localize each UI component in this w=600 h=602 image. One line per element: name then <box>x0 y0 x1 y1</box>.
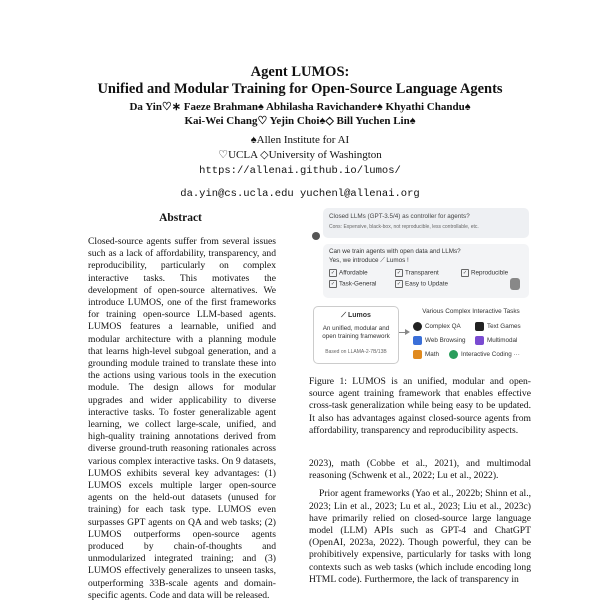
intro-body <box>309 458 531 592</box>
code-icon <box>449 350 458 359</box>
closed-llm-box <box>323 208 529 238</box>
affiliation-line2: ♡UCLA ◇University of Washington <box>218 149 382 161</box>
authors-line2: Kai-Wei Chang♡ Yejin Choi♠◇ Bill Yuchen Lin♠ <box>184 115 416 127</box>
task-interactive-coding: Interactive Coding ··· <box>449 350 520 359</box>
abstract-text: Closed-source agents suffer from several issues such as a lack of affordability, transparency, and reproducibility, particularly on complex interactive tasks. This motivates the development of open-source alternatives. We introduce LUMOS, one of the first frameworks for training open-source LLM-based agents. LUMOS features a learnable, unified and modular architecture with a planning module that learns high-level subgoal generation, and a grounding module trained to translate these into the actions using various tools in the execution module. The design allows for modular upgrades and wider applicability to diverse interactive tasks. To foster generalizable agent learning, we collect large-scale, unified, and high-quality training annotations derived from diverse ground-truth reasoning rationales across various complex interactive tasks. On 9 datasets, LUMOS exhibits several key advantages: (1) LUMOS excels multiple larger open-source agents on the held-out datasets (unused for training) for each task type. LUMOS even surpasses GPT agents on QA and web tasks; (2) LUMOS outperforms open-source agents produced by chain-of-thoughts and unmodularized integrated training; and (3) LUMOS effectively generalizes to unseen tasks, outperforming 33B-scale agents and domain-specific agents. Code and data will be released. <box>88 236 276 601</box>
task-web-browsing: Web Browsing <box>413 336 465 345</box>
user-icon <box>510 278 520 290</box>
figure-1 <box>309 206 531 372</box>
calculator-icon <box>413 350 422 359</box>
figure-1-caption: Figure 1: LUMOS is an unified, modular and open-source agent training framework that enables effective cross-task generalization while being easy to be updated. It also has advantages against closed-source agents from affordability, transparency and reproducibility aspects. <box>309 376 531 436</box>
task-complex-qa: Complex QA <box>413 322 461 331</box>
project-url[interactable]: https://allenai.github.io/lumos/ <box>199 165 401 177</box>
paper-title-line1: Agent LUMOS: <box>250 64 350 80</box>
question-text: Can we train agents with open data and LLMs? <box>329 248 461 255</box>
gamepad-icon <box>475 322 484 331</box>
task-multimodal: Multimodal <box>475 336 517 345</box>
openai-icon <box>312 232 320 240</box>
lumos-box <box>313 306 399 364</box>
answer-text: Yes, we introduce ⟋ Lumos ! <box>329 257 409 264</box>
check-icon: ✓ <box>462 270 468 276</box>
open-question-box <box>323 244 529 298</box>
property-task-general: ✓ Task-General <box>330 280 377 288</box>
task-math: Math <box>413 350 439 359</box>
property-easy-update: ✓ Easy to Update <box>396 280 449 288</box>
closed-llm-title: Closed LLMs (GPT-3.5/4) as controller for agents? <box>329 213 470 220</box>
check-icon: ✓ <box>330 281 336 287</box>
more-tasks: ··· <box>513 351 520 359</box>
task-text-games: Text Games <box>475 322 521 331</box>
arrow-right-icon <box>405 329 410 335</box>
tasks-title: Various Complex Interactive Tasks <box>422 308 520 315</box>
property-affordable: ✓ Affordable <box>330 269 368 277</box>
paper-title-line2: Unified and Modular Training for Open-Source Language Agents <box>97 81 503 97</box>
lumos-description: An unified, modular and open training framework <box>322 325 390 340</box>
check-icon: ✓ <box>396 281 402 287</box>
property-transparent: ✓ Transparent <box>396 269 439 277</box>
intro-paragraph-1: 2023), math (Cobbe et al., 2021), and multimodal reasoning (Schwenk et al., 2022; Lu et al., 2022). <box>309 458 531 482</box>
closed-llm-cons: Cons: Expensive, black-box, not reproducible, less controllable, etc. <box>329 224 479 230</box>
lumos-base: Based on LLAMA-2-7B/13B <box>325 349 387 355</box>
affiliation-line1: ♠Allen Institute for AI <box>250 134 350 146</box>
browser-icon <box>413 336 422 345</box>
image-icon <box>475 336 484 345</box>
author-emails: da.yin@cs.ucla.edu yuchenl@allenai.org <box>180 188 420 200</box>
check-icon: ✓ <box>330 270 336 276</box>
abstract-heading: Abstract <box>159 212 202 224</box>
globe-icon <box>413 322 422 331</box>
property-reproducible: ✓ Reproducible <box>462 269 509 277</box>
intro-paragraph-2: Prior agent frameworks (Yao et al., 2022b; Shinn et al., 2023; Lin et al., 2023; Lu et al., 2023; Liu et al., 2023c) have primarily relied on closed-source large language model (LLM) APIs such as GPT-4 and ChatGPT (OpenAI, 2023a, 2022). Though powerful, they can be prohibitively expensive, particularly for tasks with long contexts such as web tasks (which include encoding long HTML code). Furthermore, the lack of transparency in <box>309 488 531 585</box>
authors-line1: Da Yin♡∗ Faeze Brahman♠ Abhilasha Ravichander♠ Khyathi Chandu♠ <box>129 101 471 113</box>
check-icon: ✓ <box>396 270 402 276</box>
lumos-name: ⟋ Lumos <box>341 312 371 319</box>
